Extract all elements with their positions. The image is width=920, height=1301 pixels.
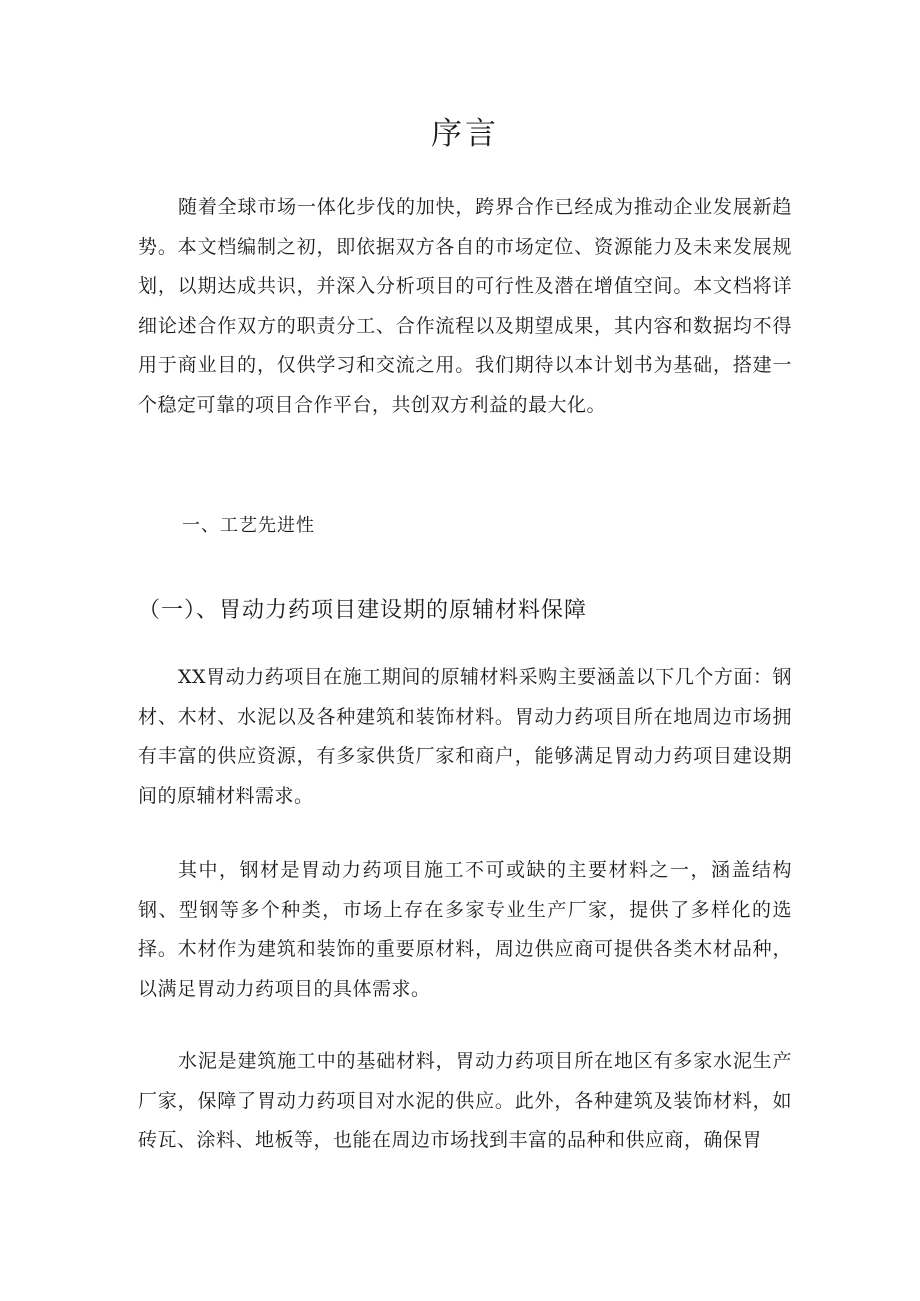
body-paragraph: 水泥是建筑施工中的基础材料，胃动力药项目所在地区有多家水泥生产厂家，保障了胃动力药项目对水泥的供应。此外，各种建筑及装饰材料，如砖瓦、涂料、地板等，也能在周边市场找到丰富的品种和供应商，确保胃 (138, 1050, 792, 1152)
body-paragraph: XX胃动力药项目在施工期间的原辅材料采购主要涵盖以下几个方面：钢材、木材、水泥以及各种建筑和装饰材料。胃动力药项目所在地周边市场拥有丰富的供应资源，有多家供货厂家和商户，能够满足胃动力药项目建设期间的原辅材料需求。 (138, 666, 792, 807)
document-title: 序言 (431, 116, 499, 152)
section-heading: 一、工艺先进性 (182, 515, 315, 536)
intro-paragraph: 随着全球市场一体化步伐的加快，跨界合作已经成为推动企业发展新趋势。本文档编制之初，即依据双方各自的市场定位、资源能力及未来发展规划，以期达成共识，并深入分析项目的可行性及潜在增值空间。本文档将详细论述合作双方的职责分工、合作流程以及期望成果，其内容和数据均不得用于商业目的，仅供学习和交流之用。我们期待以本计划书为基础，搭建一个稳定可靠的项目合作平台，共创双方利益的最大化。 (138, 196, 792, 416)
body-paragraph: 其中，钢材是胃动力药项目施工不可或缺的主要材料之一，涵盖结构钢、型钢等多个种类，市场上存在多家专业生产厂家，提供了多样化的选择。木材作为建筑和装饰的重要原材料，周边供应商可提供各类木材品种，以满足胃动力药项目的具体需求。 (138, 859, 792, 1000)
subsection-heading: （一）、胃动力药项目建设期的原辅材料保障 (138, 598, 588, 623)
